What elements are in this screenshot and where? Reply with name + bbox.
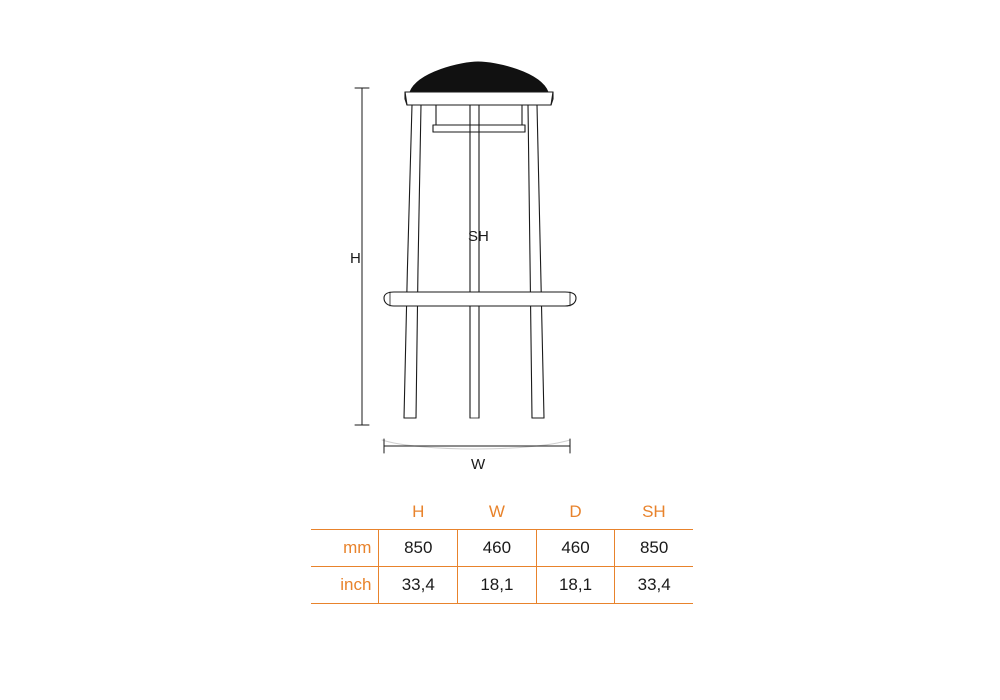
cell-inch-sh: 33,4: [615, 567, 693, 604]
column-header-w: W: [488, 502, 505, 521]
footrest-ring: [384, 292, 576, 306]
table-row: [311, 530, 693, 567]
cell-mm-w: 460: [458, 530, 537, 567]
column-header-sh: SH: [642, 502, 666, 521]
table-row: [311, 567, 693, 604]
column-header-d: D: [569, 502, 582, 521]
row-header-inch: inch: [311, 567, 379, 604]
cell-inch-h: 33,4: [379, 567, 458, 604]
cell-mm-sh: 850: [615, 530, 693, 567]
column-header-h: H: [412, 502, 425, 521]
cell-inch-d: 18,1: [536, 567, 615, 604]
seat-rim: [405, 92, 553, 105]
seat-cushion: [410, 62, 548, 92]
floor-line: [382, 440, 570, 449]
table-header-row: [311, 495, 693, 530]
width-dimension-line: [384, 439, 570, 453]
width-label: W: [471, 456, 486, 473]
height-label: H: [350, 250, 361, 267]
cell-inch-w: 18,1: [458, 567, 537, 604]
cell-mm-d: 460: [536, 530, 615, 567]
row-header-mm: mm: [311, 530, 379, 567]
dimension-table: [311, 495, 693, 604]
table-corner-cell: [311, 495, 379, 530]
seat-height-label: SH: [468, 228, 489, 245]
cell-mm-h: 850: [379, 530, 458, 567]
